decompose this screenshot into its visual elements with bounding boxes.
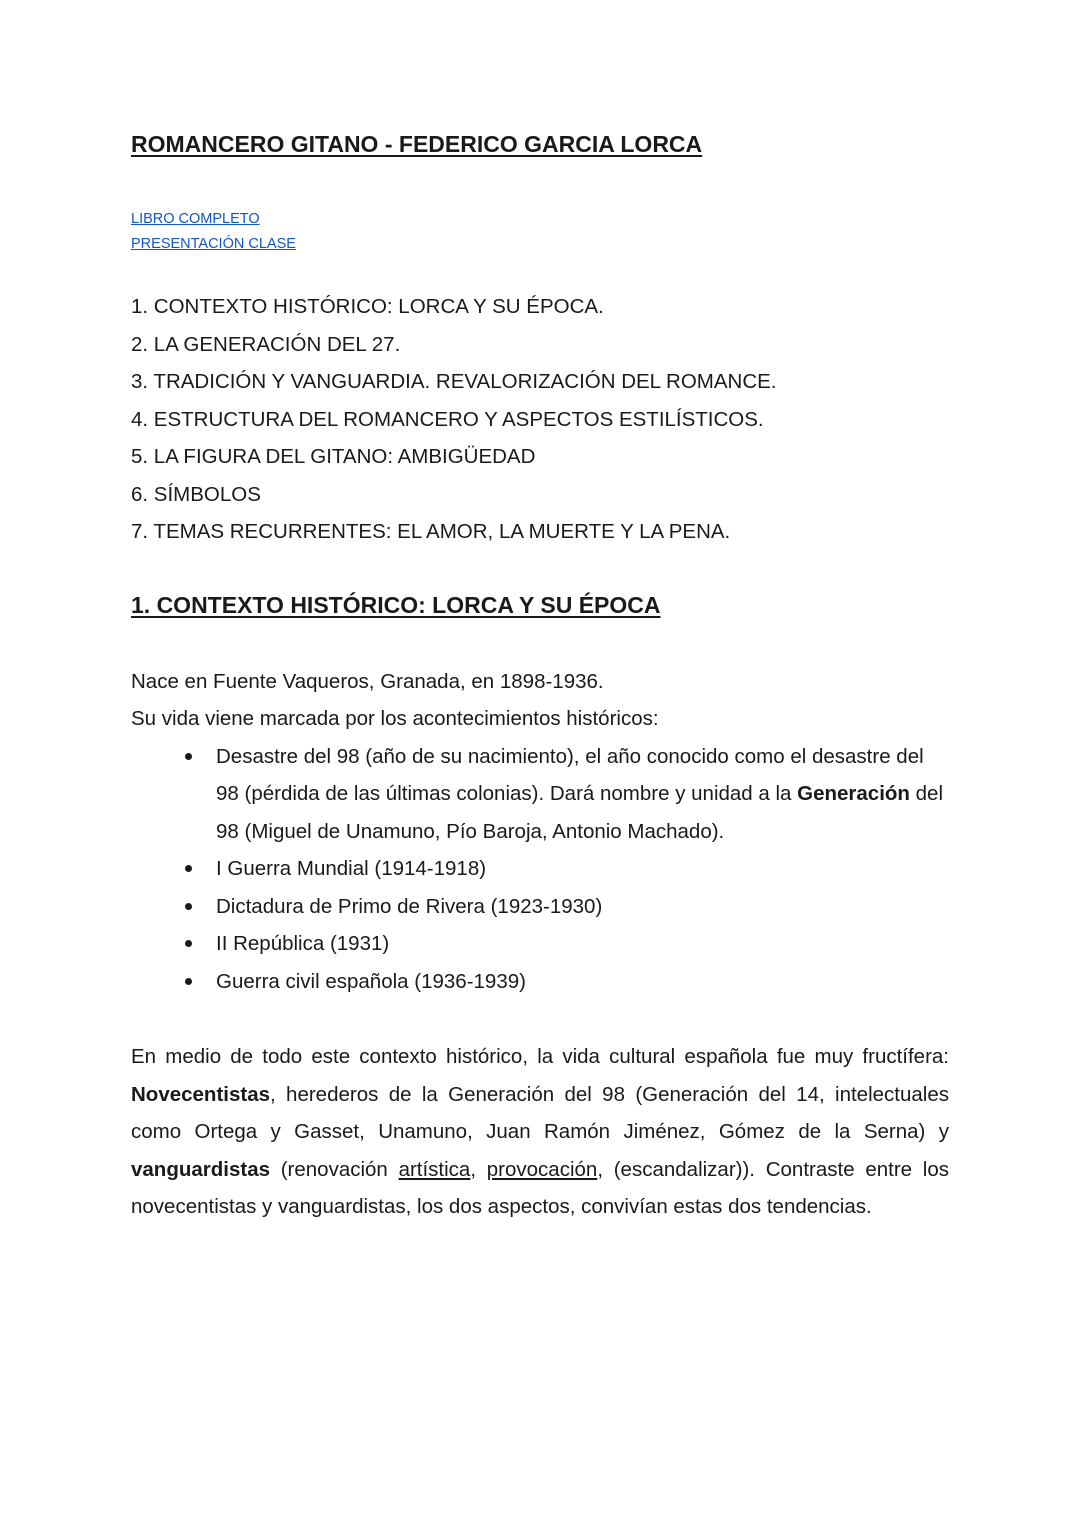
- toc-item: 7. TEMAS RECURRENTES: EL AMOR, LA MUERTE Y LA PENA.: [131, 520, 731, 543]
- list-item: I Guerra Mundial (1914-1918): [216, 850, 949, 888]
- paragraph-text: , (escandalizar)). Contraste entre los novecentistas y vanguardistas, los dos aspectos, convivían estas dos tendencias.: [131, 1157, 949, 1218]
- intro-text: [131, 663, 949, 738]
- underlined-text: provocación: [486, 1157, 598, 1181]
- link-presentacion-clase[interactable]: PRESENTACIÓN CLASE: [131, 236, 296, 252]
- toc-item: 2. LA GENERACIÓN DEL 27.: [131, 332, 401, 356]
- list-item: [216, 738, 949, 851]
- links-block: [131, 207, 949, 257]
- document-title: ROMANCERO GITANO - FEDERICO GARCIA LORCA: [131, 131, 703, 157]
- link-libro-completo[interactable]: LIBRO COMPLETO: [131, 211, 260, 227]
- intro-line: Nace en Fuente Vaqueros, Granada, en 1898-1936.: [131, 669, 604, 693]
- bullet-text: del 98 (Miguel de Unamuno, Pío Baroja, Antonio Machado).: [216, 782, 944, 843]
- paragraph-text: , herederos de la Generación del 98 (Generación del 14, intelectuales como Ortega y Gasset, Unamuno, Juan Ramón Jiménez, Gómez de la Serna) y: [131, 1082, 949, 1143]
- toc-item: 5. LA FIGURA DEL GITANO: AMBIGÜEDAD: [131, 445, 536, 468]
- list-item: II República (1931): [216, 925, 949, 963]
- events-list: [131, 738, 949, 1001]
- bold-text: Novecentistas: [131, 1082, 271, 1106]
- bullet-text: Desastre del 98 (año de su nacimiento), el año conocido como el desastre del 98 (pérdida de las últimas colonias). Dará nombre y unidad a la: [216, 744, 924, 805]
- underlined-text: artística: [398, 1157, 471, 1181]
- document-page: [131, 128, 949, 1246]
- list-item: Guerra civil española (1936-1939): [216, 963, 949, 1001]
- paragraph-text: En medio de todo este contexto histórico, la vida cultural española fue muy fructífera:: [131, 1045, 949, 1068]
- toc-item: 3. TRADICIÓN Y VANGUARDIA. REVALORIZACIÓN DEL ROMANCE.: [131, 370, 777, 393]
- list-item: Dictadura de Primo de Rivera (1923-1930): [216, 888, 949, 926]
- section-heading: 1. CONTEXTO HISTÓRICO: LORCA Y SU ÉPOCA: [131, 591, 661, 618]
- toc-item: 4. ESTRUCTURA DEL ROMANCERO Y ASPECTOS ESTILÍSTICOS.: [131, 407, 764, 431]
- bold-text: Generación: [797, 782, 910, 805]
- paragraph-text: ,: [470, 1157, 487, 1181]
- toc-item: 6. SÍMBOLOS: [131, 482, 261, 506]
- context-paragraph: [131, 1038, 949, 1226]
- intro-line: Su vida viene marcada por los acontecimientos históricos:: [131, 707, 659, 730]
- paragraph-text: (renovación: [270, 1157, 399, 1181]
- toc-item: 1. CONTEXTO HISTÓRICO: LORCA Y SU ÉPOCA.: [131, 295, 604, 318]
- bold-text: vanguardistas: [131, 1157, 270, 1181]
- table-of-contents: [131, 288, 949, 551]
